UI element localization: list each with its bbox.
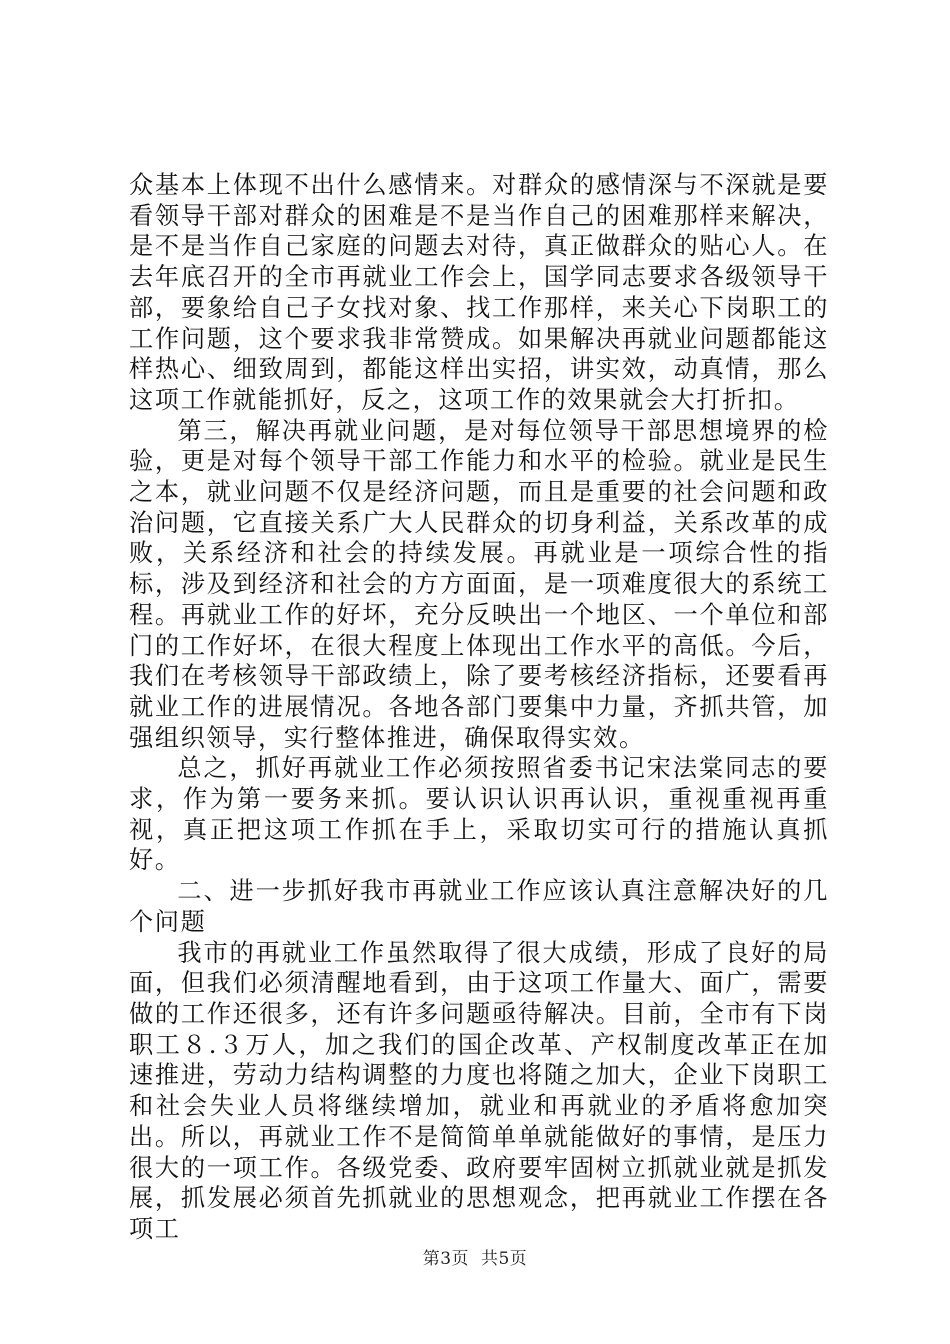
page-total: 共5页 (480, 1249, 528, 1269)
paragraph: 我市的再就业工作虽然取得了很大成绩，形成了良好的局面，但我们必须清醒地看到，由于这项工作量大、面广，需要做的工作还很多，还有许多问题亟待解决。目前，全市有下岗职工８.３万人，加之我们的国企改革、产权制度改革正在加速推进，劳动力结构调整的力度也将随之加大，企业下岗职工和社会失业人员将继续增加，就业和再就业的矛盾将愈加突出。所以，再就业工作不是简简单单就能做好的事情，是压力很大的一项工作。各级党委、政府要牢固树立抓就业就是抓发展，抓发展必须首先抓就业的思想观念，把再就业工作摆在各项工 (129, 938, 829, 1243)
section-heading: 二、进一步抓好我市再就业工作应该认真注意解决好的几个问题 (129, 877, 829, 936)
page-number: 第3页 (422, 1249, 470, 1269)
page-footer (0, 1244, 950, 1269)
paragraph: 总之，抓好再就业工作必须按照省委书记宋法棠同志的要求，作为第一要务来抓。要认识认识再认识，重视重视再重视，真正把这项工作抓在手上，采取切实可行的措施认真抓好。 (129, 754, 829, 875)
paragraph: 第三，解决再就业问题，是对每位领导干部思想境界的检验，更是对每个领导干部工作能力和水平的检验。就业是民生之本，就业问题不仅是经济问题，而且是重要的社会问题和政治问题，它直接关系广大人民群众的切身利益，关系改革的成败，关系经济和社会的持续发展。再就业是一项综合性的指标，涉及到经济和社会的方方面面，是一项难度很大的系统工程。再就业工作的好坏，充分反映出一个地区、一个单位和部门的工作好坏，在很大程度上体现出工作水平的高低。今后，我们在考核领导干部政绩上，除了要考核经济指标，还要看再就业工作的进展情况。各地各部门要集中力量，齐抓共管，加强组织领导，实行整体推进，确保取得实效。 (129, 416, 829, 752)
document-body (129, 170, 829, 1245)
paragraph: 众基本上体现不出什么感情来。对群众的感情深与不深就是要看领导干部对群众的困难是不是当作自己的困难那样来解决，是不是当作自己家庭的问题去对待，真正做群众的贴心人。在去年底召开的全市再就业工作会上，国学同志要求各级领导干部，要象给自己子女找对象、找工作那样，来关心下岗职工的工作问题，这个要求我非常赞成。如果解决再就业问题都能这样热心、细致周到，都能这样出实招，讲实效，动真情，那么这项工作就能抓好，反之，这项工作的效果就会大打折扣。 (129, 171, 829, 414)
